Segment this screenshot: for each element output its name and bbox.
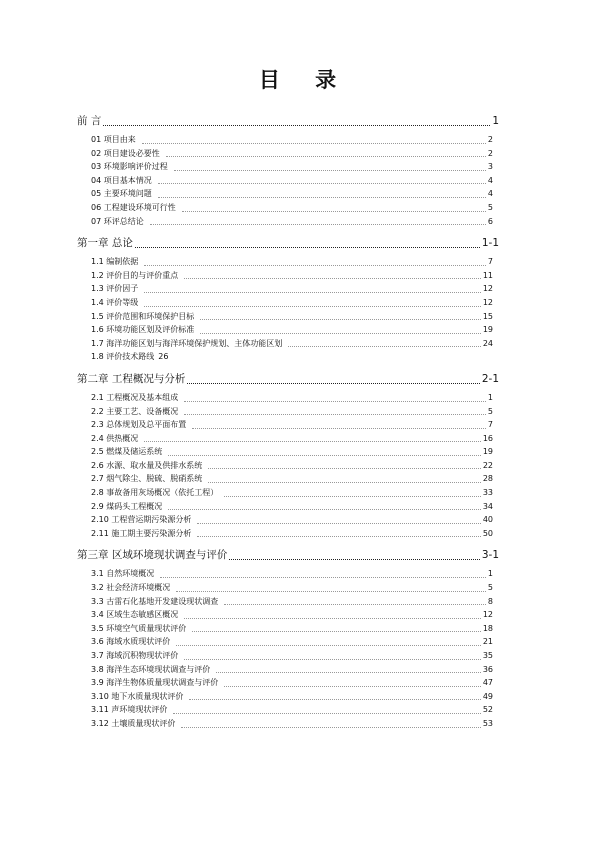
dot-leader [174,170,486,171]
toc-entry-page-number: 35 [482,651,493,660]
dot-leader [181,727,480,728]
toc-entry-page-number: 5 [487,406,493,416]
toc-entry-label: 2.8 事故备用灰场概况（依托工程） [91,488,219,498]
toc-entry-page-number: 33 [482,488,493,498]
toc-entry-row[interactable] [77,133,499,147]
toc-entry-page-number: 1 [487,392,493,402]
dot-leader [192,428,486,429]
toc-entry-page-number: 12 [482,284,493,294]
toc-entry-page-number: 52 [482,705,493,715]
toc-entry-row[interactable] [77,310,499,324]
toc-entry-page-number: 1 [487,569,493,579]
toc-entry-label: 05 主要环境问题 [91,189,152,199]
toc-chapter-label: 第二章 工程概况与分析 [77,372,186,385]
toc-entry-label: 3.3 古雷石化基地开发建设现状调查 [91,596,219,606]
dot-leader [168,509,481,510]
toc-entry-row[interactable] [77,703,499,717]
toc-entry-row[interactable] [77,405,499,419]
toc-entry-page-number: 40 [482,515,493,525]
toc-entry-page-number: 2 [487,135,493,144]
dot-leader [182,211,486,212]
toc-entry-label: 3.2 社会经济环境概况 [91,583,171,593]
toc-entry-label: 02 项目建设必要性 [91,148,160,158]
toc-entry-page-number: 28 [482,474,493,484]
toc-entry-page-number: 11 [482,270,493,280]
toc-entry-row[interactable] [77,337,499,351]
toc-entry-page-number: 6 [487,216,493,226]
toc-entry-page-number: 26 [158,352,169,362]
toc-chapter-row[interactable] [77,113,499,130]
toc-entry-row[interactable] [77,201,499,215]
dot-leader [173,713,480,714]
dot-leader [144,441,481,442]
toc-entry-label: 2.4 供热概况 [91,433,139,443]
toc-entry-label: 3.10 地下水质量现状评价 [91,691,184,701]
toc-entry-row[interactable] [77,608,499,622]
toc-entry-label: 2.1 工程概况及基本组成 [91,392,179,402]
toc-entry-page-number: 5 [487,583,493,593]
toc-entry-label: 1.3 评价因子 [91,284,139,294]
dot-leader [166,156,486,157]
dot-leader [158,183,486,184]
toc-entry-row[interactable] [77,160,499,174]
dot-leader [142,143,486,144]
toc-chapter-label: 前 言 [77,115,102,127]
toc-chapter-page-number: 1-1 [481,237,499,250]
toc-entry-label: 3.5 环境空气质量现状评价 [91,623,187,633]
toc-entry-row[interactable] [77,323,499,337]
table-of-contents [77,113,499,731]
toc-entry-label: 1.5 评价范围和环境保护目标 [91,311,195,321]
toc-entry-label: 2.11 施工期主要污染源分析 [91,528,192,538]
toc-entry-row[interactable] [77,174,499,188]
dot-leader [144,292,481,293]
toc-entry-page-number: 12 [482,610,493,620]
dot-leader [288,346,481,347]
toc-entry-page-number: 4 [487,175,493,185]
toc-entry-row[interactable] [77,717,499,731]
dot-leader [197,536,480,537]
toc-entry-label: 3.7 海域沉积物现状评价 [91,651,179,660]
toc-entry-row[interactable] [77,445,499,459]
dot-leader [208,482,481,483]
toc-entry-page-number: 2 [487,148,493,158]
dot-leader [184,401,486,402]
dot-leader [184,618,481,619]
dot-leader [158,197,486,198]
toc-entry-row[interactable] [77,676,499,690]
toc-entry-label: 2.6 水源、取水量及供排水系统 [91,460,203,470]
toc-entry-label: 1.1 编制依据 [91,257,139,267]
toc-entry-label: 3.9 海洋生物体质量现状调查与评价 [91,678,219,688]
toc-chapter-row[interactable] [77,547,499,564]
toc-entry-row[interactable] [77,187,499,201]
toc-entry-page-number: 18 [482,623,493,633]
toc-entry-row[interactable] [77,649,499,663]
toc-entry-row[interactable] [77,296,499,310]
dot-leader [189,699,480,700]
toc-entry-label: 3.6 海域水质现状评价 [91,637,171,647]
dot-leader [144,265,486,266]
toc-entry-page-number: 4 [487,189,493,199]
toc-chapter-label: 第一章 总论 [77,237,133,250]
dot-leader [176,591,486,592]
toc-entry-label: 3.1 自然环境概况 [91,569,155,579]
toc-entry-label: 3.12 土壤质量现状评价 [91,718,176,728]
dot-leader [150,224,486,225]
dot-leader [192,631,481,632]
toc-entry-page-number: 19 [482,325,493,335]
dot-leader [216,672,481,673]
dot-leader [103,125,490,126]
dot-leader [229,559,480,560]
toc-entry-page-number: 34 [482,501,493,511]
dot-leader [224,686,481,687]
toc-entry-row[interactable] [77,215,499,229]
toc-entry-row[interactable] [77,282,499,296]
toc-chapter-page-number: 3-1 [481,549,499,562]
toc-entry-page-number: 19 [482,447,493,457]
toc-entry-page-number: 47 [482,678,493,688]
toc-entry-label: 04 项目基本情况 [91,175,152,185]
toc-entry-row[interactable] [77,527,499,541]
toc-chapter-row[interactable] [77,371,499,388]
toc-entry-page-number: 15 [482,311,493,321]
toc-entry-label: 1.7 海洋功能区划与海洋环境保护规划、主体功能区划 [91,338,283,348]
toc-entry-page-number: 12 [482,297,493,307]
toc-entry-label: 01 项目由来 [91,135,136,144]
toc-entry-row[interactable] [77,567,499,581]
toc-entry-label: 2.2 主要工艺、设备概况 [91,406,179,416]
toc-chapter-page-number: 2-1 [481,372,499,385]
toc-entry-page-number: 3 [487,162,493,172]
toc-entry-page-number: 5 [487,202,493,212]
toc-entry-row[interactable] [77,391,499,405]
toc-entry-row[interactable] [77,459,499,473]
toc-entry-label: 2.10 工程营运期污染源分析 [91,515,192,525]
dot-leader [135,247,480,248]
dot-leader [200,319,481,320]
toc-entry-row[interactable] [77,472,499,486]
toc-entry-label: 07 环评总结论 [91,216,144,226]
toc-entry-page-number: 7 [487,420,493,430]
toc-chapter-row[interactable] [77,235,499,252]
toc-entry-page-number: 36 [482,664,493,674]
toc-entry-page-number: 53 [482,718,493,728]
toc-entry-label: 1.4 评价等级 [91,297,139,307]
dot-leader [187,383,480,384]
toc-entry-row[interactable] [77,255,499,269]
dot-leader [224,604,486,605]
toc-entry-label: 2.5 燃煤及储运系统 [91,447,163,457]
dot-leader [160,577,486,578]
toc-entry-row[interactable] [77,486,499,500]
toc-entry-label: 03 环境影响评价过程 [91,162,168,172]
dot-leader [200,333,481,334]
toc-entry-row[interactable] [77,513,499,527]
toc-entry-row[interactable] [77,418,499,432]
toc-entry-label: 06 工程建设环境可行性 [91,202,176,212]
toc-entry-row[interactable] [77,622,499,636]
toc-entry-row[interactable] [77,269,499,283]
toc-entry-row[interactable] [77,595,499,609]
toc-entry-page-number: 16 [482,433,493,443]
toc-entry-label: 3.11 声环境现状评价 [91,705,168,715]
toc-entry-page-number: 21 [482,637,493,647]
toc-entry-row[interactable] [77,663,499,677]
toc-entry-page-number: 49 [482,691,493,701]
toc-chapter-page-number: 1 [492,115,499,127]
dot-leader [176,645,481,646]
toc-entry-row[interactable] [77,635,499,649]
toc-entry-label: 2.3 总体规划及总平面布置 [91,420,187,430]
toc-entry-page-number: 8 [487,596,493,606]
dot-leader [197,523,480,524]
toc-entry-label: 1.6 环境功能区划及评价标准 [91,325,195,335]
toc-entry-label: 2.7 烟气除尘、脱硫、脱硝系统 [91,474,203,484]
toc-entry-row[interactable] [77,500,499,514]
dot-leader [168,455,481,456]
toc-entry-label: 1.8 评价技术路线 [91,352,155,362]
toc-entry-row[interactable] [77,350,499,364]
toc-entry-label: 2.9 煤码头工程概况 [91,501,163,511]
toc-entry-label: 3.4 区域生态敏感区概况 [91,610,179,620]
toc-entry-label: 3.8 海洋生态环境现状调查与评价 [91,664,211,674]
toc-chapter-label: 第三章 区域环境现状调查与评价 [77,549,228,562]
toc-entry-row[interactable] [77,690,499,704]
dot-leader [208,468,481,469]
toc-entry-page-number: 22 [482,460,493,470]
toc-entry-page-number: 50 [482,528,493,538]
dot-leader [224,496,481,497]
toc-entry-page-number: 7 [487,257,493,267]
dot-leader [184,414,486,415]
dot-leader [184,278,481,279]
page-title: 目 录 [258,67,351,92]
toc-entry-page-number: 24 [482,338,493,348]
toc-entry-row[interactable] [77,432,499,446]
toc-entry-label: 1.2 评价目的与评价重点 [91,270,179,280]
toc-entry-row[interactable] [77,147,499,161]
toc-entry-row[interactable] [77,581,499,595]
dot-leader [184,659,481,660]
dot-leader [144,306,481,307]
